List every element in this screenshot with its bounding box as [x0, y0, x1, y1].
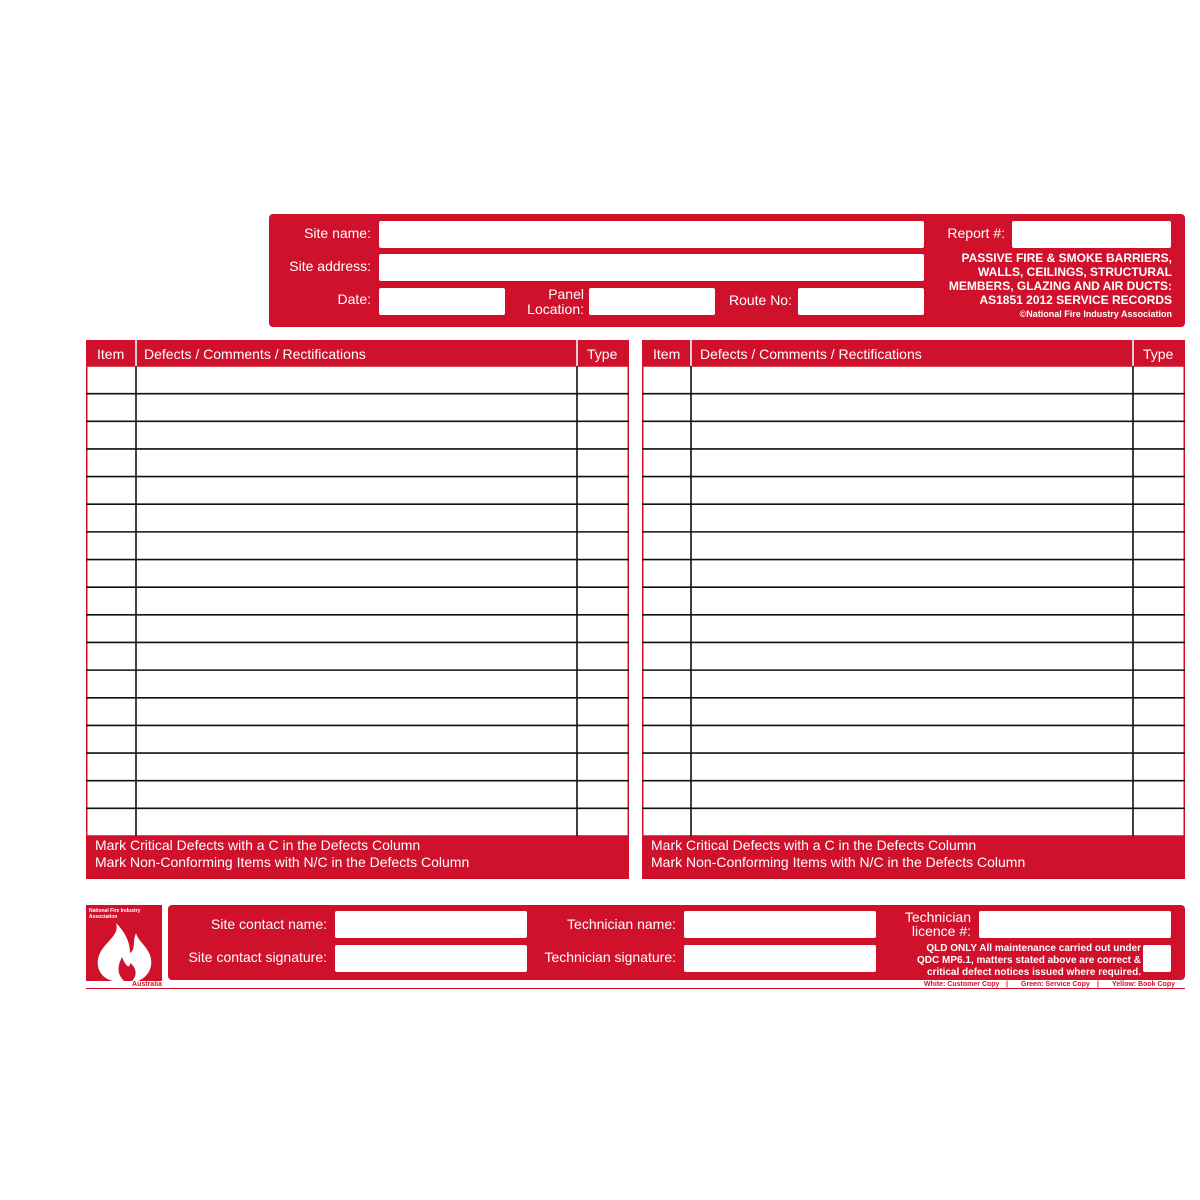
technician-signature-field[interactable] [684, 945, 876, 972]
technician-name-field[interactable] [684, 911, 876, 938]
table-footer [642, 836, 1185, 879]
header-panel [269, 214, 1185, 327]
site-contact-name-label: Site contact name: [211, 916, 327, 932]
footer-note-critical: Mark Critical Defects with a C in the Defects Column [651, 837, 977, 853]
technician-licence-field[interactable] [979, 911, 1171, 938]
panel-location-label-line1: Panel [548, 286, 584, 302]
copy-yellow-label: Yellow: Book Copy [1112, 981, 1176, 988]
date-field[interactable] [379, 288, 505, 315]
copy-separator-2: | [1097, 981, 1099, 988]
panel-location-field[interactable] [589, 288, 715, 315]
date-label: Date: [337, 291, 371, 307]
technician-name-label: Technician name: [567, 916, 676, 932]
technician-signature-label: Technician signature: [544, 949, 676, 965]
nfia-logo [86, 905, 162, 981]
panel-location-label [527, 287, 584, 317]
site-contact-name-field[interactable] [335, 911, 527, 938]
logo-top-text: National Fire Industry Association [89, 908, 141, 920]
column-header-item: Item [653, 346, 681, 362]
site-name-label: Site name: [304, 225, 371, 241]
footer-note-nonconforming: Mark Non-Conforming Items with N/C in the Defects Column [651, 854, 1026, 870]
panel-location-label-line2: Location: [527, 301, 584, 317]
defects-table-right [642, 340, 1185, 879]
qld-confirmation-checkbox[interactable] [1143, 945, 1171, 972]
defects-table-right-grid [642, 340, 1185, 879]
column-header-type: Type [1143, 346, 1174, 362]
copy-separator-1: | [1006, 981, 1008, 988]
form-title-line-3: MEMBERS, GLAZING AND AIR DUCTS: [948, 279, 1172, 293]
footer-note-nonconforming: Mark Non-Conforming Items with N/C in the Defects Column [95, 854, 470, 870]
column-header-defects: Defects / Comments / Rectifications [700, 346, 922, 362]
copy-green-label: Green: Service Copy [1021, 981, 1090, 988]
report-number-label: Report #: [947, 225, 1005, 241]
table-footer [86, 836, 629, 879]
technician-licence-label [905, 910, 971, 938]
site-contact-signature-field[interactable] [335, 945, 527, 972]
copy-white-label: White: Customer Copy [924, 981, 1000, 988]
defects-table-left [86, 340, 629, 879]
column-header-type: Type [587, 346, 618, 362]
site-name-field[interactable] [379, 221, 924, 248]
technician-licence-label-line1: Technician [904, 909, 971, 925]
copyright-text: ©National Fire Industry Association [1019, 309, 1172, 319]
route-no-field[interactable] [798, 288, 924, 315]
site-contact-signature-label: Site contact signature: [188, 949, 327, 965]
site-address-label: Site address: [289, 258, 371, 274]
column-header-defects: Defects / Comments / Rectifications [144, 346, 366, 362]
table-header [86, 340, 629, 366]
footer-note-critical: Mark Critical Defects with a C in the Defects Column [95, 837, 421, 853]
technician-licence-label-line2: licence #: [911, 923, 971, 939]
route-no-label: Route No: [728, 292, 792, 308]
table-header [642, 340, 1185, 366]
defects-table-left-grid [86, 340, 629, 879]
form-title-line-1: PASSIVE FIRE & SMOKE BARRIERS, [961, 251, 1172, 265]
flame-icon [86, 905, 162, 981]
qld-note: QLD ONLY All maintenance carried out under QDC MP6.1, matters stated above are correct & critical defect notices issued where required. [917, 943, 1141, 978]
form-title-line-4: AS1851 2012 SERVICE RECORDS [979, 293, 1172, 307]
bottom-divider [86, 988, 1185, 989]
form-title-line-2: WALLS, CEILINGS, STRUCTURAL [978, 265, 1172, 279]
form-title [912, 251, 1172, 321]
report-number-field[interactable] [1012, 221, 1171, 248]
logo-country-text: Australia [132, 981, 162, 988]
site-address-field[interactable] [379, 254, 924, 281]
column-header-item: Item [97, 346, 125, 362]
